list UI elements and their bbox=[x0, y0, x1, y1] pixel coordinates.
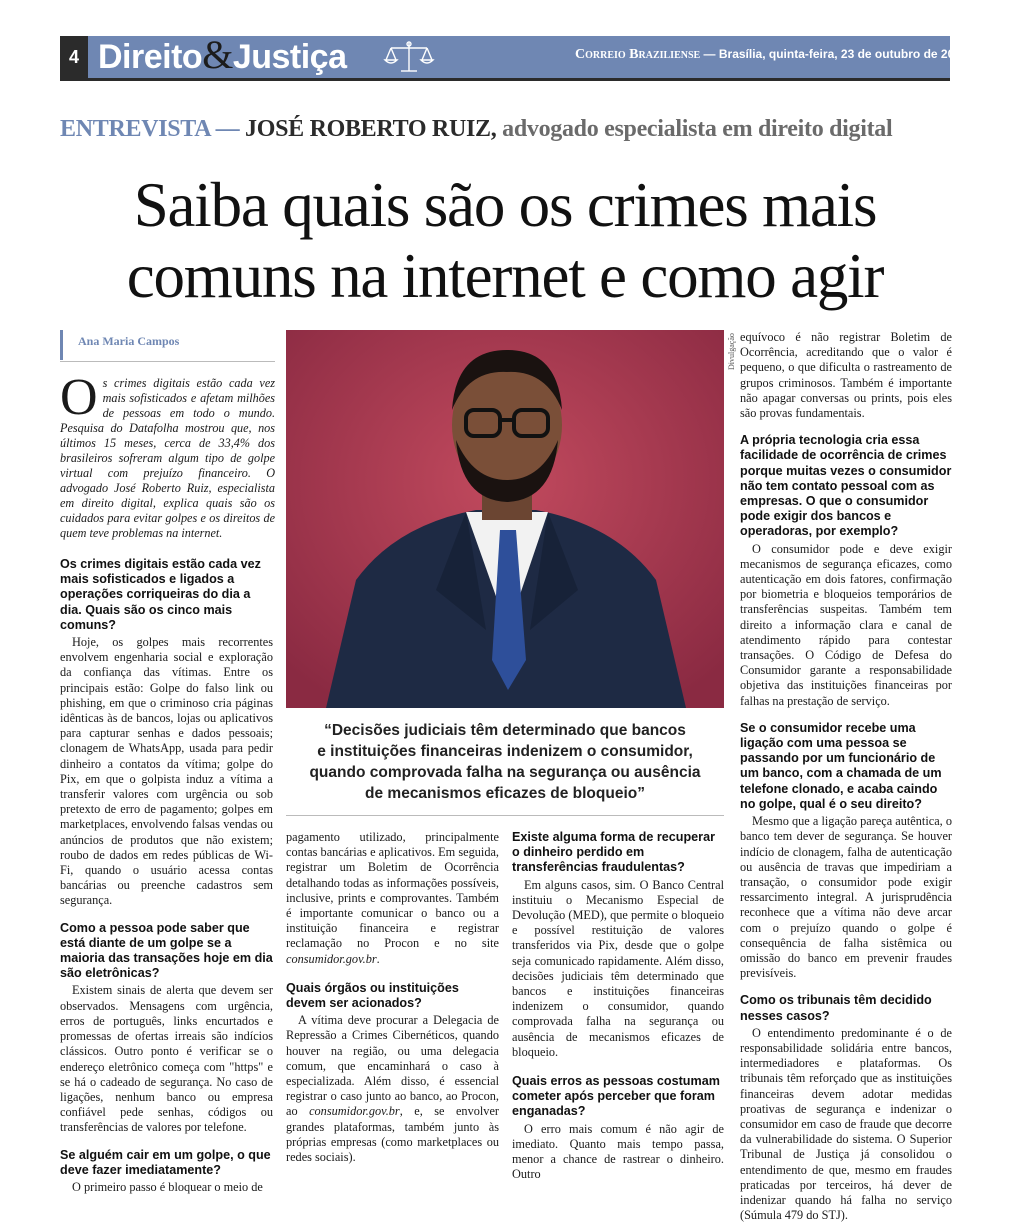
section-title-part1: Direito bbox=[98, 38, 203, 76]
answer-4-text: A vítima deve procurar a Delegacia de Repressão a Crimes Cibernéticos, quando houver na região, ou uma delegacia comum, que encaminhará o caso à especializada. Além disso, é essencial registrar o caso junto ao banco, ao Procon, ao bbox=[286, 1013, 499, 1119]
answer-4-end: , e, se envolver grandes plataformas, também junto às próprias empresas (como marketplaces ou redes sociais). bbox=[286, 1104, 499, 1165]
answer-3-text: pagamento utilizado, principalmente contas bancárias e aplicativos. Em seguida, registrar um Boletim de Ocorrência detalhando todas as informações possíveis, inclusive, prints e comprovantes. Também é importante comunicar o banco ou a instituição financeira e registrar reclamação no Procon e no site bbox=[286, 830, 499, 951]
answer-4-site: consumidor.gov.br bbox=[309, 1104, 400, 1119]
answer-9: O entendimento predominante é o de responsabilidade solidária entre bancos, intermediadores e plataformas. Os tribunais têm reforçado que as instituições financeiras devem adotar medidas proativas de segurança e indenizar o consumidor em caso de fraude que decorre da vulnerabilidade do sistema. O Superior Tribunal de Justiça já consolidou o entendimento de que, mesmo em fraudes praticadas por terceiros, há dever de indenizar quando há falha no serviço (Súmula 479 do STJ). bbox=[740, 1025, 952, 1223]
answer-1: Hoje, os golpes mais recorrentes envolvem engenharia social e exploração da confiança das vítimas. Entre os principais estão: Golpe do falso link ou phishing, em que o criminoso cria páginas idênticas às de bancos, lojas ou aplicativos para capturar senhas e dados pessoais; clonagem de WhatsApp, usada para pedir dinheiro a contatos da vítima; golpe do Pix, em que o golpista induz a vítima a transferir valores com urgência ou sob pretexto de erro de pagamento; golpes em marketplaces, envolvendo falsas vendas ou anúncios de produtos que não existem; roubo de dados em redes públicas de Wi-Fi, quando o usuário acessa contas bancárias ou preenche cadastros sem segurança. bbox=[60, 635, 273, 908]
answer-6: O erro mais comum é não agir de imediato. Quanto mais tempo passa, menor a chance de rastrear o dinheiro. Outro bbox=[512, 1121, 724, 1182]
question-7: A própria tecnologia cria essa facilidade de ocorrência de crimes porque muitas vezes o consumidor não tem contato pessoal com as empresas. O que o consumidor pode exigir dos bancos e operadoras, por exemplo? bbox=[740, 433, 952, 539]
kicker-description: advogado especialista em direito digital bbox=[496, 116, 893, 142]
header-rule bbox=[60, 78, 950, 81]
answer-2: Existem sinais de alerta que devem ser observados. Mensagens com urgência, erros de português, links encurtados e promessas de ofertas irreais são indícios clássicos. Outro ponto é verificar se o endereço eletrônico começa com "https" e se há o cadeado de segurança. No caso de ligações, nenhum banco ou empresa confiável pede senhas, códigos ou transferências de valores por telefone. bbox=[60, 983, 273, 1135]
kicker-label: ENTREVISTA — bbox=[60, 116, 240, 142]
column-3 bbox=[512, 830, 724, 1182]
drop-cap: O bbox=[60, 369, 98, 426]
column-2 bbox=[286, 830, 499, 1165]
pull-quote-line3: quando comprovada falha na segurança ou ausência bbox=[309, 764, 701, 781]
answer-3: O primeiro passo é bloquear o meio de bbox=[72, 1179, 263, 1194]
section-title bbox=[98, 32, 347, 78]
pull-quote-line4: de mecanismos eficazes de bloqueio” bbox=[365, 785, 645, 802]
headline-line1: Saiba quais são os crimes mais bbox=[133, 170, 877, 240]
answer-5: Em alguns casos, sim. O Banco Central instituiu o Mecanismo Especial de Devolução (MED), que permite o bloqueio e possível restituição de valores transferidos via Pix, desde que o golpe seja comunicado rapidamente. Além disso, decisões judiciais têm determinado que bancos e instituições financeiras indenizem o consumidor, quando comprovada falha na segurança ou ausência de mecanismos eficazes de bloqueio. bbox=[512, 877, 724, 1059]
question-4: Quais órgãos ou instituições devem ser acionados? bbox=[286, 980, 459, 1011]
column-1 bbox=[60, 557, 273, 1195]
section-title-part2: Justiça bbox=[232, 38, 347, 76]
column-4 bbox=[740, 330, 952, 1223]
kicker-name: JOSÉ ROBERTO RUIZ, bbox=[239, 116, 497, 142]
headline bbox=[40, 170, 970, 312]
answer-7: O consumidor pode e deve exigir mecanismos de segurança eficazes, como autenticação em dois fatores, confirmação por biometria e bloqueios temporários de transferências suspeitas. Também tem direito a informação clara e canal de atendimento rápido para contestar transações. O Código de Defesa do Consumidor garante a responsabilidade objetiva das instituições financeiras por falhas na prestação de serviço. bbox=[740, 541, 952, 708]
pull-quote-line1: “Decisões judiciais têm determinado que bancos bbox=[324, 722, 686, 739]
portrait-illustration bbox=[286, 330, 724, 708]
interview-kicker bbox=[60, 116, 950, 143]
answer-4 bbox=[286, 1013, 499, 1165]
answer-3-continued bbox=[286, 830, 499, 967]
byline-accent bbox=[60, 330, 63, 360]
photo-credit: Divulgação bbox=[727, 333, 736, 370]
answer-3-end: . bbox=[376, 951, 380, 966]
scales-of-justice-icon bbox=[383, 40, 435, 74]
masthead-dateline bbox=[575, 47, 968, 63]
answer-8: Mesmo que a ligação pareça autêntica, o banco tem dever de segurança. Se houver indício de clonagem, falha de autenticação ou ausência de travas que impediriam a transação, o consumidor pode exigir ressarcimento integral. A jurisprudência reconhece que a vítima não deve arcar com o prejuízo quando o golpe é consequência de falha sistêmica ou omissão do banco em prevenir fraudes previsíveis. bbox=[740, 814, 952, 981]
headline-line2: comuns na internet e como agir bbox=[126, 241, 884, 311]
question-2: Como a pessoa pode saber que está diante de um golpe se a maioria das transações hoje em dia são eletrônicas? bbox=[60, 920, 273, 981]
byline: Ana Maria Campos bbox=[78, 334, 180, 348]
question-1: Os crimes digitais estão cada vez mais sofisticados e ligados a operações corriqueiras do dia a dia. Quais são os cinco mais comuns? bbox=[60, 557, 261, 632]
answer-6-continued: equívoco é não registrar Boletim de Ocorrência, acreditando que o valor é pequeno, o que dificulta o rastreamento de grupos criminosos. Também é importante não apagar conversas ou prints, pois eles são provas fundamentais. bbox=[740, 330, 952, 421]
lead-text: s crimes digitais estão cada vez mais sofisticados e afetam milhões de pessoas em todo o mundo. Pesquisa do Datafolha mostrou que, nos últimos 15 meses, cerca de 33,4% dos brasileiros sofreram algum tipo de golpe virtual com prejuízo financeiro. O advogado José Roberto Ruiz, especialista em direito digital, explica quais são os cuidados para evitar golpes e os direitos de quem teve problemas na internet. bbox=[60, 376, 275, 540]
pull-quote-line2: e instituições financeiras indenizem o consumidor, bbox=[317, 743, 693, 760]
question-5: Existe alguma forma de recuperar o dinheiro perdido em transferências fraudulentas? bbox=[512, 830, 715, 875]
page-number: 4 bbox=[68, 47, 79, 67]
pull-quote bbox=[290, 720, 720, 804]
answer-3-site: consumidor.gov.br bbox=[286, 951, 377, 966]
interviewee-photo bbox=[286, 330, 724, 708]
section-title-amp: & bbox=[202, 32, 233, 77]
byline-rule bbox=[60, 361, 275, 362]
question-9: Como os tribunais têm decidido nesses casos? bbox=[740, 993, 932, 1023]
pull-quote-rule bbox=[286, 815, 724, 816]
question-6: Quais erros as pessoas costumam cometer após perceber que foram enganadas? bbox=[512, 1074, 720, 1119]
question-8: Se o consumidor recebe uma ligação com uma pessoa se passando por um funcionário de um banco, com a chamada de um telefone clonado, e acaba caindo no golpe, qual é o seu direito? bbox=[740, 720, 942, 811]
newspaper-name: Correio Braziliense bbox=[575, 47, 701, 62]
dateline: — Brasília, quinta-feira, 23 de outubro de 2025 bbox=[700, 47, 968, 61]
lead-paragraph bbox=[60, 369, 275, 541]
question-3: Se alguém cair em um golpe, o que deve fazer imediatamente? bbox=[60, 1147, 271, 1177]
